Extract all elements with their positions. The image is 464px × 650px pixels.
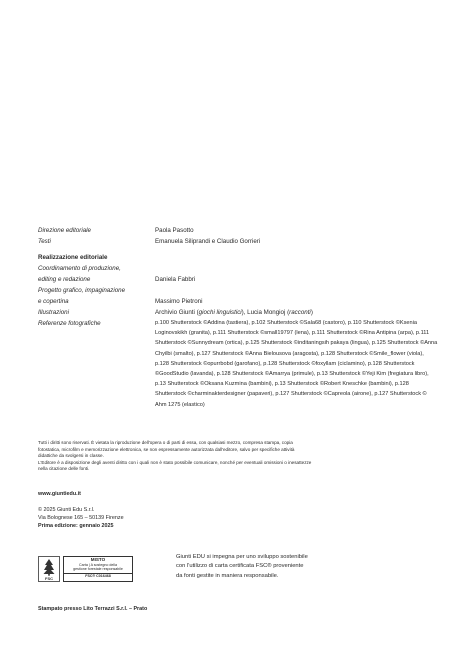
publisher-info xyxy=(38,506,124,531)
credit-row-progetto-2 xyxy=(38,296,438,307)
copyright-line: © 2025 Giunti Edu S.r.l. xyxy=(38,507,95,513)
fsc-line: gestione forestale responsabile xyxy=(73,567,123,572)
address-line: Via Bolognese 165 – 50139 Firenze xyxy=(38,515,124,522)
rights-notice xyxy=(38,440,338,473)
illustrazioni-text: ), Lucia Mongioj ( xyxy=(241,309,290,316)
photo-credits-text: p.100 Shutterstock ©Addina (tastiera), p.102 Shutterstock ©Sala68 (castoro), p.110 Shutterstock ©Ksenia Loginovskikh (granita), p.111 Shutterstock ©small19797 (lena), p.111 Shutterstock ©Rina Antipina (arpa), p.111 Shutterstock ©Sunnydream (ortica), p.125 Shutterstock ©inditaningsih pakaya (lingua), p.125 Shutterstock ©Anna Chyilbi (smalto), p.127 Shutterstock ©Anna Bielousova (aragosta), p.128 Shutterstock ©Smile_flower (viola), p.128 Shutterstock ©opurrbobd (garofano), p.128 Shutterstock ©foxyllam (ciclamino), p.128 Shutterstock ©GoodStudio (lavanda), p.128 Shutterstock ©Amarrya (primule), p.13 Shutterstock ©Yeji Kim (fregiatura libro), p.13 Shutterstock ©Oksana Kuzmina (bambini), p.13 Shutterstock ©Robert Kneschke (bambini), p.128 Shutterstock ©charminakterdesigner (papaveri), p.127 Shutterstock ©Capreola (airone), p.127 Shutterstock © Ahm 1275 (elastico) xyxy=(155,320,438,408)
credits-block xyxy=(38,225,438,410)
sustainability-statement xyxy=(176,553,356,581)
rights-line: fotostatica, microfilm e memorizzazione elettronica, se non espressamente autorizzata dall'editore, salvo per specifiche attività xyxy=(38,446,295,452)
website-link[interactable]: www.giuntiedu.it xyxy=(38,491,81,497)
credit-row-direzione xyxy=(38,225,438,236)
illustrazioni-italic: racconti xyxy=(289,309,311,316)
printer-line: Stampato presso Lito Terrazzi S.r.l. – Prato xyxy=(38,606,148,612)
illustrazioni-text: ) xyxy=(310,309,313,316)
credit-value: Massimo Pietroni xyxy=(155,298,203,305)
illustrazioni-italic: giochi linguistici xyxy=(198,309,242,316)
credit-value: Daniela Fabbri xyxy=(155,276,196,283)
credit-row-coordinamento xyxy=(38,263,438,274)
illustrazioni-text: Archivio Giunti ( xyxy=(155,309,199,316)
credit-value xyxy=(155,307,438,318)
sustainability-line: Giunti EDU si impegna per uno sviluppo sostenibile xyxy=(176,554,308,560)
edition-line: Prima edizione: gennaio 2025 xyxy=(38,523,114,530)
rights-line: didattiche da svolgersi in classe. xyxy=(38,453,104,459)
fsc-logo-text: FSC xyxy=(45,576,53,582)
rights-line: L'Editore è a disposizione degli aventi diritto con i quali non è stato possibile comunicare, nonché per eventuali omissioni o inesattezze xyxy=(38,459,312,465)
fsc-certificate-box xyxy=(63,556,133,582)
credit-label: Progetto grafico, impaginazione xyxy=(38,287,126,294)
section-title-realizzazione: Realizzazione editoriale xyxy=(38,254,108,261)
fsc-mix: MISTO xyxy=(90,557,106,562)
fsc-line: Carta | A sostegno della xyxy=(79,563,117,567)
sustainability-line: da fonti gestite in maniera responsabile. xyxy=(176,572,279,579)
credit-row-progetto xyxy=(38,285,438,296)
credit-row-referenze xyxy=(38,318,438,410)
credit-label: editing e redazione xyxy=(38,276,91,283)
credit-row-coordinamento-2 xyxy=(38,274,438,285)
fsc-code: FSC® C016468 xyxy=(64,573,132,578)
fsc-label xyxy=(38,556,138,582)
credit-row-testi xyxy=(38,236,438,247)
credit-label: Coordinamento di produzione, xyxy=(38,265,121,272)
rights-line: Tutti i diritti sono riservati. È vietata la riproduzione dell'opera o di parti di essa, con qualsiasi mezzo, compresa stampa, copia xyxy=(38,440,293,445)
credit-value: Emanuela Siliprandi e Claudio Gorrieri xyxy=(155,238,261,245)
credit-value: Paola Pasotto xyxy=(155,227,194,234)
credit-label: Direzione editoriale xyxy=(38,227,91,234)
fsc-tree-logo-icon xyxy=(38,556,60,582)
credit-row-illustrazioni xyxy=(38,307,438,318)
credit-label: Illustrazioni xyxy=(38,309,69,316)
rights-line: nella citazione delle fonti. xyxy=(38,466,90,472)
sustainability-line: con l'utilizzo di carta certificata FSC® proveniente xyxy=(176,563,304,570)
credit-label: Referenze fotografiche xyxy=(38,320,101,327)
credit-label: Testi xyxy=(38,238,51,245)
credit-label: e copertina xyxy=(38,298,69,305)
